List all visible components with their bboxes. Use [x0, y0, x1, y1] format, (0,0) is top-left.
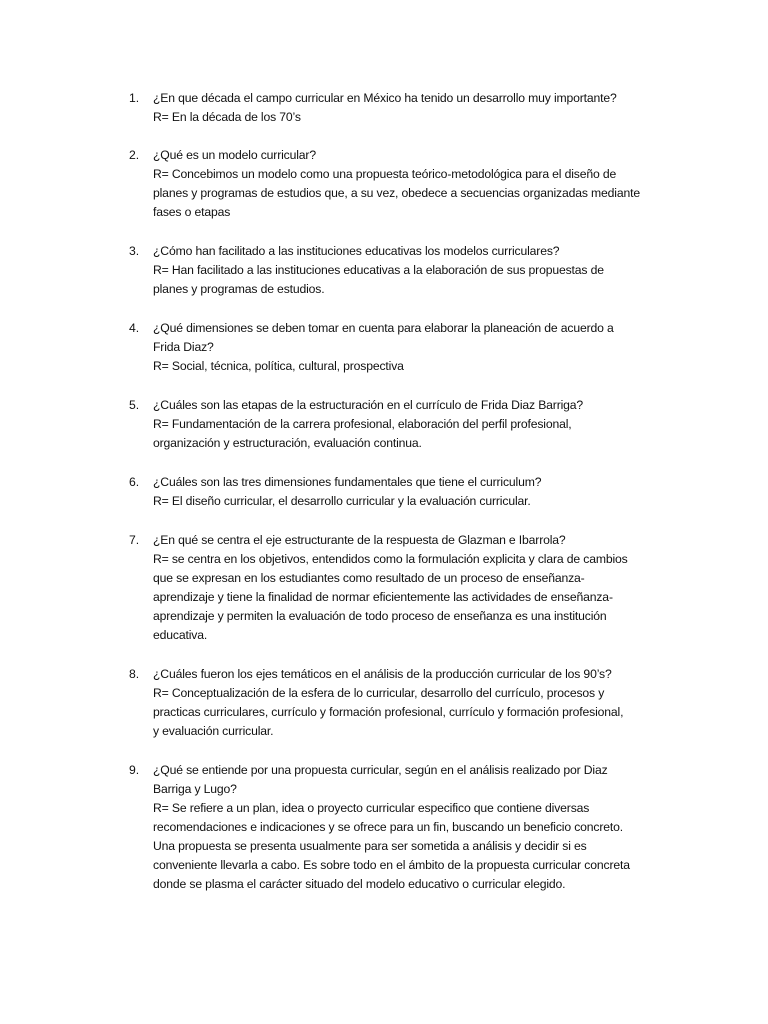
question-text: ¿Cuáles fueron los ejes temáticos en el análisis de la producción curricular de los 90’s? [153, 667, 612, 681]
answer-text: Barriga y Lugo? [153, 782, 237, 796]
list-item [0, 761, 768, 894]
list-item [0, 473, 768, 511]
item-body [153, 319, 673, 376]
answer-text: R= Fundamentación de la carrera profesional, elaboración del perfil profesional, [153, 417, 572, 431]
answer-text: organización y estructuración, evaluación continua. [153, 436, 422, 450]
list-item [0, 242, 768, 299]
question-answer-list [0, 89, 768, 894]
answer-text: Una propuesta se presenta usualmente para ser sometida a análisis y decidir si es [153, 839, 587, 853]
question-text: ¿Qué dimensiones se deben tomar en cuenta para elaborar la planeación de acuerdo a [153, 321, 614, 335]
question-text: ¿Cuáles son las tres dimensiones fundamentales que tiene el curriculum? [153, 475, 542, 489]
answer-text: y evaluación curricular. [153, 724, 274, 738]
question-text: ¿En que década el campo curricular en México ha tenido un desarrollo muy importante? [153, 91, 617, 105]
item-number: 8. [129, 667, 140, 681]
list-item [0, 396, 768, 453]
answer-text: recomendaciones e indicaciones y se ofrece para un fin, buscando un beneficio concreto. [153, 820, 624, 834]
item-body [153, 761, 673, 894]
answer-text: R= El diseño curricular, el desarrollo curricular y la evaluación curricular. [153, 494, 531, 508]
item-number: 3. [129, 244, 140, 258]
answer-text: R= Se refiere a un plan, idea o proyecto curricular especifico que contiene diversas [153, 801, 590, 815]
answer-text: planes y programas de estudios que, a su vez, obedece a secuencias organizadas mediante [153, 186, 640, 200]
question-text: ¿Qué es un modelo curricular? [153, 148, 316, 162]
item-body [153, 146, 673, 222]
item-body [153, 473, 673, 511]
question-text: ¿Cuáles son las etapas de la estructuración en el currículo de Frida Diaz Barriga? [153, 398, 584, 412]
answer-text: R= Social, técnica, política, cultural, prospectiva [153, 359, 404, 373]
item-body [153, 665, 673, 741]
list-item [0, 665, 768, 741]
answer-text: donde se plasma el carácter situado del modelo educativo o curricular elegido. [153, 877, 566, 891]
item-number: 6. [129, 475, 140, 489]
answer-text: R= se centra en los objetivos, entendidos como la formulación explicita y clara de cambios [153, 552, 628, 566]
question-text: ¿Cómo han facilitado a las instituciones educativas los modelos curriculares? [153, 244, 560, 258]
answer-text: R= En la década de los 70’s [153, 110, 301, 124]
answer-text: practicas curriculares, currículo y formación profesional, currículo y formación profesional, [153, 705, 624, 719]
answer-text: fases o etapas [153, 205, 231, 219]
answer-text: aprendizaje y tiene la finalidad de normar eficientemente las actividades de enseñanza- [153, 590, 613, 604]
answer-text: planes y programas de estudios. [153, 282, 325, 296]
list-item [0, 89, 768, 127]
list-item [0, 319, 768, 376]
item-number: 4. [129, 321, 140, 335]
answer-text: Frida Diaz? [153, 340, 214, 354]
answer-text: R= Conceptualización de la esfera de lo curricular, desarrollo del currículo, procesos y [153, 686, 605, 700]
question-text: ¿Qué se entiende por una propuesta curricular, según en el análisis realizado por Diaz [153, 763, 608, 777]
answer-text: R= Concebimos un modelo como una propuesta teórico-metodológica para el diseño de [153, 167, 617, 181]
item-body [153, 242, 673, 299]
answer-text: conveniente llevarla a cabo. Es sobre todo en el ámbito de la propuesta curricular concreta [153, 858, 630, 872]
item-number: 7. [129, 533, 140, 547]
item-number: 2. [129, 148, 140, 162]
item-body [153, 89, 673, 127]
item-body [153, 531, 673, 645]
item-number: 1. [129, 91, 140, 105]
answer-text: R= Han facilitado a las instituciones educativas a la elaboración de sus propuestas de [153, 263, 604, 277]
item-number: 5. [129, 398, 140, 412]
answer-text: educativa. [153, 628, 208, 642]
answer-text: que se expresan en los estudiantes como resultado de un proceso de enseñanza- [153, 571, 585, 585]
item-number: 9. [129, 763, 140, 777]
list-item [0, 146, 768, 222]
answer-text: aprendizaje y permiten la evaluación de todo proceso de enseñanza es una institución [153, 609, 607, 623]
item-body [153, 396, 673, 453]
question-text: ¿En qué se centra el eje estructurante de la respuesta de Glazman e Ibarrola? [153, 533, 566, 547]
list-item [0, 531, 768, 645]
